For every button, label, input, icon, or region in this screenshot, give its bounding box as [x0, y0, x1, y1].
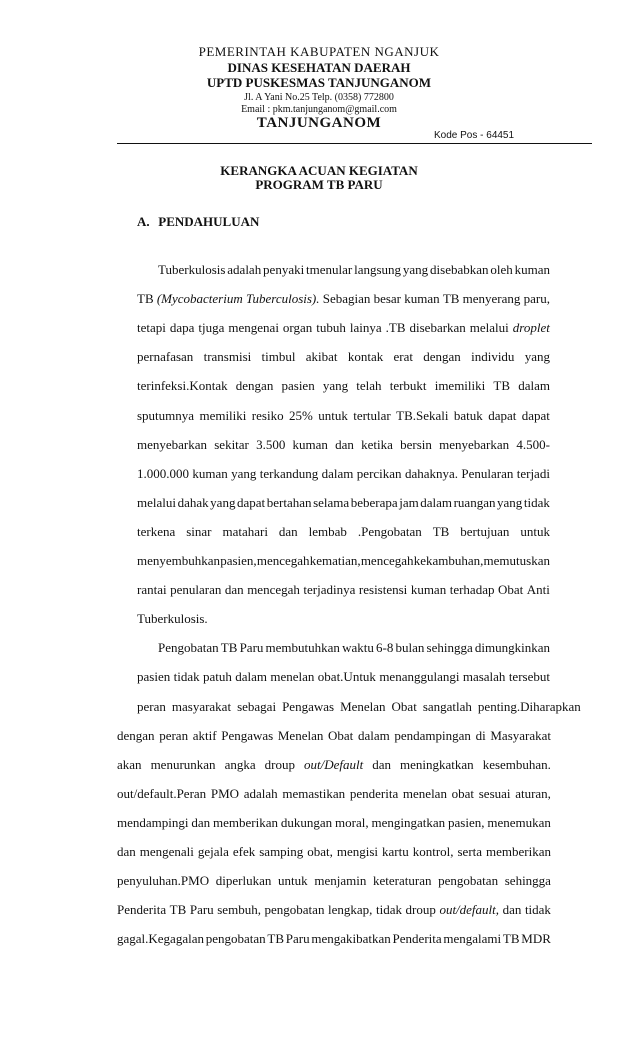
- body-line: dan mengenali gejala efek samping obat, mengisi kartu kontrol, serta memberikan: [117, 844, 551, 859]
- body-line: mendampingi dan memberikan dukungan moral, mengingatkan pasien, menemukan: [117, 815, 551, 830]
- body-line: menyembuhkan pasien, mencegah kematian, mencegah kekambuhan, memutuskan: [137, 553, 550, 568]
- letterhead-government: PEMERINTAH KABUPATEN NGANJUK: [198, 44, 440, 59]
- body-line: sputumnya memiliki resiko 25% untuk tertular TB.Sekali batuk dapat dapat: [137, 408, 550, 423]
- section-heading: [137, 214, 259, 230]
- body-line: menyebarkan sekitar 3.500 kuman dan ketika bersin menyebarkan 4.500-: [137, 437, 550, 452]
- body-line: terkena sinar matahari dan lembab .Pengobatan TB bertujuan untuk: [137, 524, 550, 539]
- body-line: terinfeksi.Kontak dengan pasien yang telah terbukt imemiliki TB dalam: [137, 378, 550, 393]
- body-line: penyuluhan.PMO diperlukan untuk menjamin keteraturan pengobatan sehingga: [117, 873, 551, 888]
- body-line: TB (Mycobacterium Tuberculosis). Sebagian besar kuman TB menyerang paru,: [137, 291, 550, 306]
- body-line: pernafasan transmisi timbul akibat kontak erat dengan individu yang: [137, 349, 550, 364]
- letterhead-name: TANJUNGANOM: [256, 115, 382, 131]
- letterhead-postal-code: Kode Pos - 64451: [434, 130, 515, 141]
- letterhead-email: Email : pkm.tanjunganom@gmail.com: [241, 104, 397, 115]
- letterhead-address: Jl. A Yani No.25 Telp. (0358) 772800: [244, 92, 394, 103]
- body-line: Penderita TB Paru sembuh, pengobatan lengkap, tidak droup out/default, dan tidak: [117, 902, 551, 917]
- letterhead-divider: [117, 143, 592, 144]
- letterhead-department: DINAS KESEHATAN DAERAH: [227, 60, 411, 75]
- section-number: A.: [137, 214, 150, 229]
- body-line: pasien tidak patuh dalam menelan obat.Untuk menanggulangi masalah tersebut: [137, 669, 550, 684]
- document-subtitle: PROGRAM TB PARU: [255, 177, 383, 192]
- body-line: peran masyarakat sebagai Pengawas Menelan Obat sangatlah penting.Diharapkan: [137, 699, 581, 714]
- body-line: rantai penularan dan mencegah terjadinya resistensi kuman terhadap Obat Anti: [137, 582, 550, 597]
- body-line: 1.000.000 kuman yang terkandung dalam percikan dahaknya. Penularan terjadi: [137, 466, 550, 481]
- body-line: Tuberkulosis adalah penyaki tmenular langsung yang disebabkan oleh kuman: [158, 262, 550, 277]
- body-line: Pengobatan TB Paru membutuhkan waktu 6-8 bulan sehingga dimungkinkan: [158, 640, 550, 655]
- body-line: dengan peran aktif Pengawas Menelan Obat dalam pendampingan di Masyarakat: [117, 728, 551, 743]
- body-line: akan menurunkan angka droup out/Default dan meningkatkan kesembuhan.: [117, 757, 551, 772]
- document-title: KERANGKA ACUAN KEGIATAN: [220, 163, 418, 178]
- section-title: PENDAHULUAN: [158, 214, 260, 229]
- body-line: gagal.Kegagalan pengobatan TB Paru mengakibatkan Penderita mengalami TB MDR: [117, 931, 551, 946]
- letterhead-unit: UPTD PUSKESMAS TANJUNGANOM: [206, 75, 432, 90]
- body-line: Tuberkulosis.: [137, 611, 208, 626]
- body-line: out/default.Peran PMO adalah memastikan penderita menelan obat sesuai aturan,: [117, 786, 551, 801]
- body-line: melalui dahak yang dapat bertahan selama beberapa jam dalam ruangan yang tidak: [137, 495, 550, 510]
- body-line: tetapi dapa tjuga mengenai organ tubuh lainya .TB disebarkan melalui droplet: [137, 320, 550, 335]
